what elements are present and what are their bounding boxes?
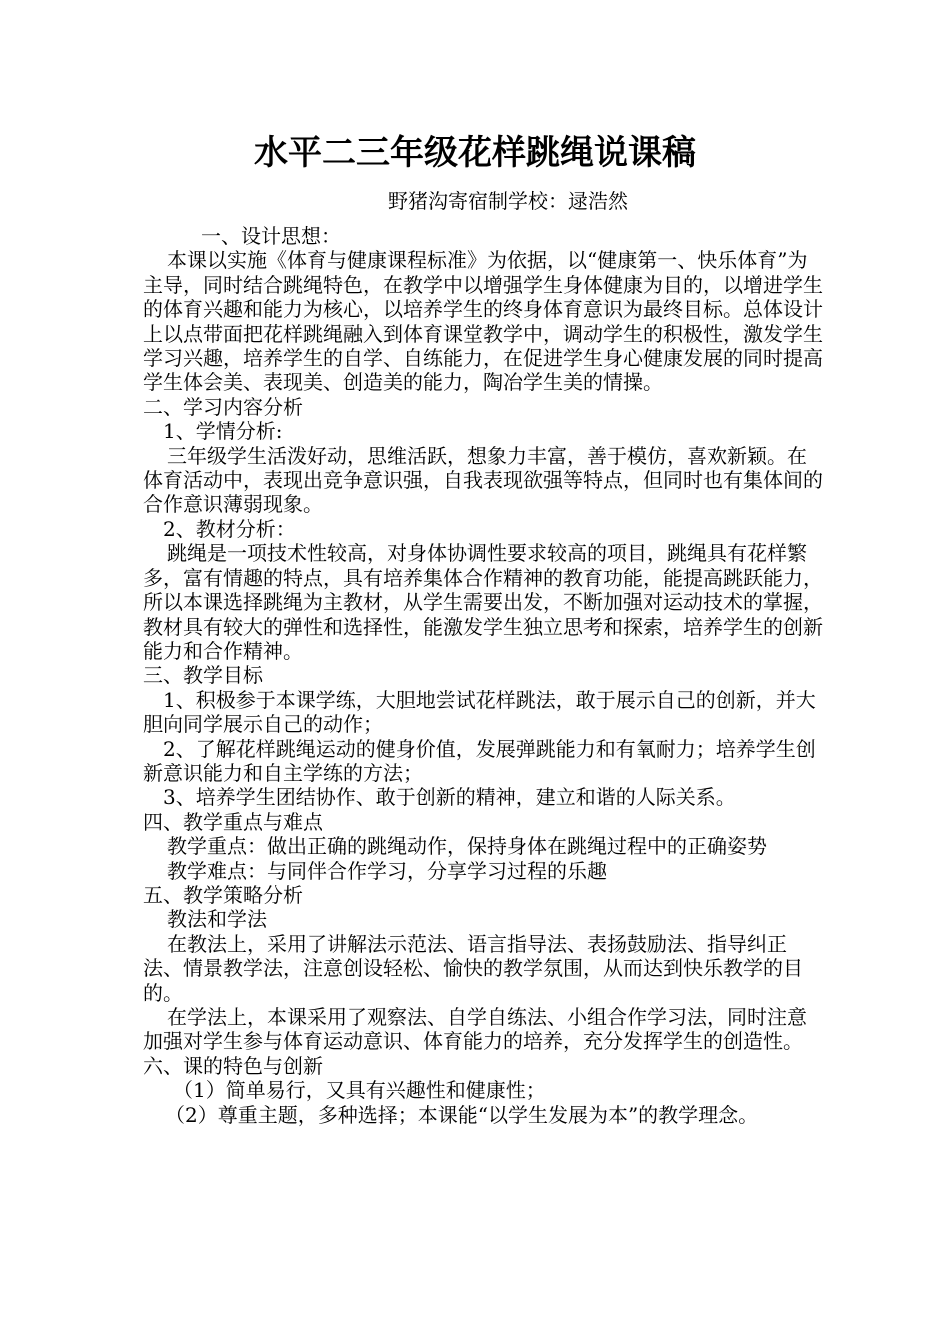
paragraph: 教学难点：与同伴合作学习，分享学习过程的乐趣 [167, 858, 607, 883]
paragraph: 2、教材分析： [163, 516, 296, 541]
paragraph: 教学重点：做出正确的跳绳动作，保持身体在跳绳过程中的正确姿势 [167, 834, 767, 859]
paragraph: 二、学习内容分析 [143, 394, 303, 419]
document-author: 野猪沟寄宿制学校：逯浩然 [388, 189, 628, 213]
paragraph: 五、教学策略分析 [143, 882, 303, 907]
paragraph: 在学法上，本课采用了观察法、自学自练法、小组合作学习法，同时注意加强对学生参与体育运动意识、体育能力的培养，充分发挥学生的创造性。 [143, 1005, 807, 1054]
paragraph: 1、学情分析: [163, 419, 283, 444]
paragraph: （1）简单易行，又具有兴趣性和健康性； [173, 1078, 546, 1103]
document-title: 水平二三年级花样跳绳说课稿 [254, 133, 696, 173]
paragraph: 六、课的特色与创新 [143, 1053, 323, 1078]
document-body [143, 224, 823, 1127]
paragraph: 2、了解花样跳绳运动的健身价值，发展弹跳能力和有氧耐力；培养学生创新意识能力和自主学练的方法； [143, 736, 816, 785]
paragraph: （2）尊重主题，多种选择；本课能“以学生发展为本”的教学理念。 [165, 1102, 759, 1127]
paragraph: 一、设计思想： [201, 224, 341, 248]
paragraph: 3、培养学生团结协作、敢于创新的精神，建立和谐的人际关系。 [163, 785, 736, 810]
paragraph: 跳绳是一项技术性较高，对身体协调性要求较高的项目，跳绳具有花样繁多，富有情趣的特点，具有培养集体合作精神的教育功能，能提高跳跃能力，所以本课选择跳绳为主教材，从学生需要出发，不断加强对运动技术的掌握，教材具有较大的弹性和选择性，能激发学生独立思考和探索，培养学生的创新能力和合作精神。 [143, 541, 823, 663]
paragraph: 四、教学重点与难点 [143, 809, 323, 834]
paragraph: 在教法上，采用了讲解法示范法、语言指导法、表扬鼓励法、指导纠正法、情景教学法，注意创设轻松、愉快的教学氛围，从而达到快乐教学的目的。 [143, 931, 803, 1005]
paragraph: 教法和学法 [167, 907, 267, 932]
paragraph: 三、教学目标 [143, 663, 263, 688]
paragraph: 1、积极参于本课学练，大胆地尝试花样跳法，敢于展示自己的创新，并大胆向同学展示自己的动作； [143, 687, 816, 737]
paragraph: 本课以实施《体育与健康课程标准》为依据，以“健康第一、快乐体育”为主导，同时结合跳绳特色，在教学中以增强学生身体健康为目的，以增进学生的体育兴趣和能力为核心，以培养学生的终身体育意识为最终目标。总体设计上以点带面把花样跳绳融入到体育课堂教学中，调动学生的积极性，激发学生学习兴趣，培养学生的自学、自练能力，在促进学生身心健康发展的同时提高学生体会美、表现美、创造美的能力，陶冶学生美的情操。 [143, 248, 823, 395]
paragraph: 三年级学生活泼好动，思维活跃，想象力丰富，善于模仿，喜欢新颖。在体育活动中，表现出竞争意识强，自我表现欲强等特点，但同时也有集体间的合作意识薄弱现象。 [143, 443, 823, 517]
